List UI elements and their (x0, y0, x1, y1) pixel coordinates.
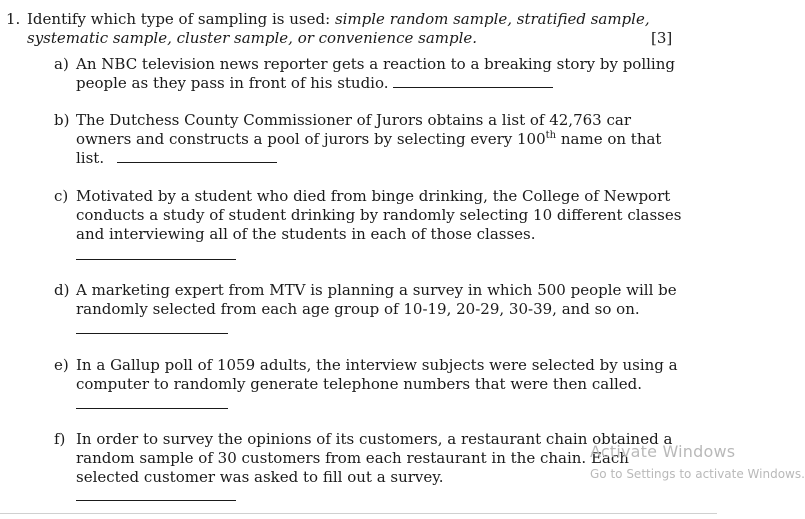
item-text (76, 356, 704, 394)
item-line: people as they pass in front of his studio. (76, 74, 389, 92)
answer-blank-a[interactable] (393, 75, 553, 88)
marks-indicator: [3] (651, 29, 673, 47)
item-label: e) (54, 356, 69, 374)
item-line: In a Gallup poll of 1059 adults, the interview subjects were selected by using a (76, 356, 678, 374)
item-line: and interviewing all of the students in each of those classes. (76, 225, 536, 243)
prompt-options-1: simple random sample, stratified sample, (334, 10, 650, 28)
item-line: computer to randomly generate telephone numbers that were then called. (76, 375, 643, 393)
page-bottom-divider (0, 513, 717, 514)
item-line: random sample of 30 customers from each restaurant in the chain. Each (76, 449, 629, 467)
item-line: conducts a study of student drinking by randomly selecting 10 different classes (76, 206, 682, 224)
item-label: c) (54, 187, 69, 205)
item-line: An NBC television news reporter gets a reaction to a breaking story by polling (76, 55, 675, 73)
item-line: list. (76, 149, 105, 167)
item-text (76, 187, 704, 244)
item-label: b) (54, 111, 70, 129)
answer-blank-e[interactable] (76, 408, 228, 409)
watermark-title: Activate Windows (590, 442, 736, 461)
item-line: owners and constructs a pool of jurors by selecting every 100 (76, 130, 546, 148)
item-line: name on that (556, 130, 662, 148)
item-text (76, 281, 704, 319)
ordinal-suffix: th (545, 130, 557, 141)
answer-blank-c[interactable] (76, 259, 236, 260)
item-text (76, 111, 704, 168)
item-line: The Dutchess County Commissioner of Jurors obtains a list of 42,763 car (76, 111, 631, 129)
item-text (76, 55, 704, 93)
prompt-options-2: systematic sample, cluster sample, or convenience sample. (27, 29, 478, 47)
answer-blank-d[interactable] (76, 333, 228, 334)
item-line: selected customer was asked to fill out a survey. (76, 468, 444, 486)
answer-blank-b[interactable] (117, 150, 277, 163)
item-label: f) (54, 430, 66, 448)
watermark-subtitle: Go to Settings to activate Windows. (590, 467, 805, 481)
question-number: 1. (6, 10, 21, 28)
prompt-text: Identify which type of sampling is used: (27, 10, 335, 28)
answer-blank-f[interactable] (76, 500, 236, 501)
item-line: In order to survey the opinions of its customers, a restaurant chain obtained a (76, 430, 673, 448)
item-line: randomly selected from each age group of 10-19, 20-29, 30-39, and so on. (76, 300, 640, 318)
item-line: A marketing expert from MTV is planning a survey in which 500 people will be (76, 281, 677, 299)
activation-watermark (590, 442, 805, 482)
item-label: d) (54, 281, 70, 299)
item-label: a) (54, 55, 69, 73)
question-prompt (27, 10, 687, 48)
item-line: Motivated by a student who died from binge drinking, the College of Newport (76, 187, 671, 205)
